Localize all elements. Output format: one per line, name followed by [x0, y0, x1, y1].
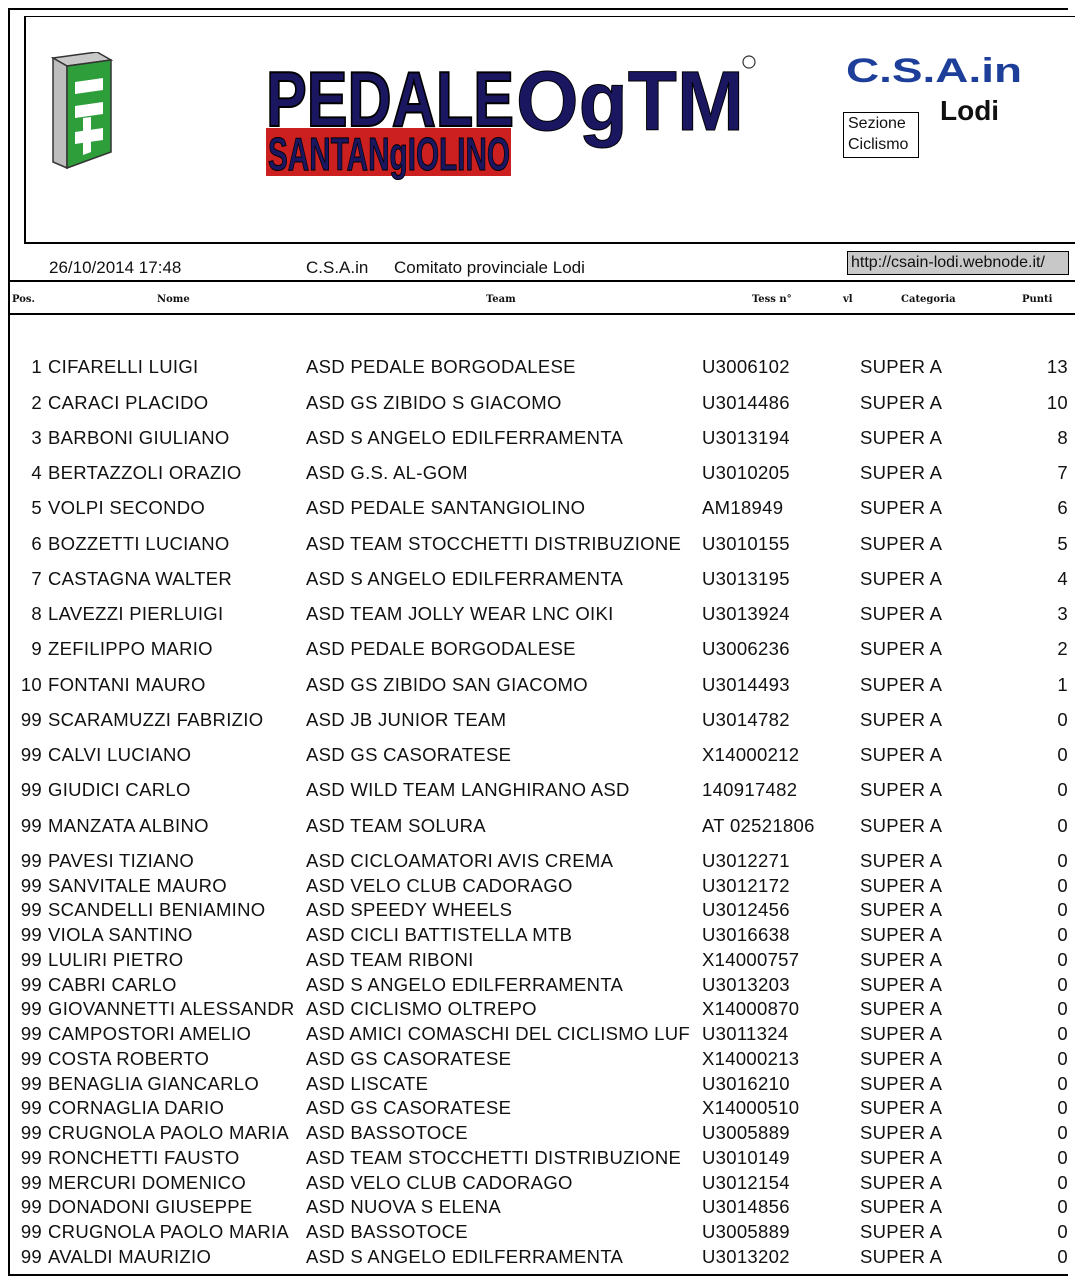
- table-row: [0, 744, 1075, 768]
- row-name: VOLPI SECONDO: [48, 497, 206, 518]
- row-tessera: U3012154: [702, 1172, 790, 1193]
- row-punti: 0: [1057, 949, 1068, 970]
- table-row: [0, 1048, 1075, 1072]
- row-position: 4: [31, 462, 42, 483]
- logo-csain-word: C.S.A.in: [846, 52, 1022, 90]
- row-team: ASD PEDALE SANTANGIOLINO: [306, 497, 586, 518]
- row-position: 99: [20, 1196, 42, 1217]
- row-punti: 0: [1057, 709, 1068, 730]
- row-categoria: SUPER A: [860, 497, 943, 518]
- row-punti: 4: [1057, 568, 1068, 589]
- row-position: 99: [20, 709, 42, 730]
- row-tessera: U3014493: [702, 674, 790, 695]
- logo-santangiolino-word: SANTANgIOLINO: [268, 128, 510, 180]
- row-position: 10: [20, 674, 42, 695]
- row-team: ASD JB JUNIOR TEAM: [306, 709, 507, 730]
- row-categoria: SUPER A: [860, 1196, 943, 1217]
- row-categoria: SUPER A: [860, 603, 943, 624]
- row-categoria: SUPER A: [860, 356, 943, 377]
- col-punti: Punti: [1022, 294, 1053, 305]
- table-row: [0, 998, 1075, 1022]
- table-row: [0, 974, 1075, 998]
- row-team: ASD TEAM SOLURA: [306, 815, 486, 836]
- row-position: 8: [31, 603, 42, 624]
- col-nome: Nome: [157, 294, 190, 305]
- col-team: Team: [486, 294, 516, 305]
- row-name: PAVESI TIZIANO: [48, 850, 195, 871]
- table-row: [0, 1073, 1075, 1097]
- row-categoria: SUPER A: [860, 1097, 943, 1118]
- row-punti: 0: [1057, 850, 1068, 871]
- row-categoria: SUPER A: [860, 1048, 943, 1069]
- pedale-santangiolino-logo: [266, 50, 766, 182]
- row-punti: 5: [1057, 533, 1068, 554]
- row-position: 99: [20, 949, 42, 970]
- row-punti: 0: [1057, 1246, 1068, 1267]
- row-punti: 0: [1057, 744, 1068, 765]
- row-punti: 13: [1046, 356, 1068, 377]
- row-tessera: U3012456: [702, 899, 790, 920]
- row-team: ASD VELO CLUB CADORAGO: [306, 1172, 573, 1193]
- table-row: [0, 427, 1075, 451]
- row-name: CALVI LUCIANO: [48, 744, 192, 765]
- row-team: ASD GS ZIBIDO SAN GIACOMO: [306, 674, 588, 695]
- row-team: ASD VELO CLUB CADORAGO: [306, 875, 573, 896]
- table-row: [0, 533, 1075, 557]
- row-categoria: SUPER A: [860, 1246, 943, 1267]
- row-tessera: X14000510: [702, 1097, 800, 1118]
- row-punti: 0: [1057, 779, 1068, 800]
- table-row: [0, 497, 1075, 521]
- row-name: FONTANI MAURO: [48, 674, 206, 695]
- row-categoria: SUPER A: [860, 744, 943, 765]
- row-name: LAVEZZI PIERLUIGI: [48, 603, 224, 624]
- row-punti: 0: [1057, 924, 1068, 945]
- row-tessera: X14000870: [702, 998, 800, 1019]
- row-tessera: U3016638: [702, 924, 790, 945]
- organization-name: C.S.A.in: [306, 258, 369, 277]
- row-name: BOZZETTI LUCIANO: [48, 533, 230, 554]
- row-team: ASD TEAM STOCCHETTI DISTRIBUZIONE: [306, 533, 682, 554]
- row-team: ASD GS CASORATESE: [306, 744, 512, 765]
- row-team: ASD AMICI COMASCHI DEL CICLISMO LUF: [306, 1023, 690, 1044]
- row-team: ASD BASSOTOCE: [306, 1122, 468, 1143]
- row-punti: 7: [1057, 462, 1068, 483]
- row-position: 99: [20, 1246, 42, 1267]
- row-position: 1: [31, 356, 42, 377]
- row-punti: 0: [1057, 815, 1068, 836]
- row-team: ASD CICLISMO OLTREPO: [306, 998, 537, 1019]
- row-categoria: SUPER A: [860, 924, 943, 945]
- row-tessera: U3010149: [702, 1147, 790, 1168]
- table-row: [0, 924, 1075, 948]
- row-punti: 0: [1057, 998, 1068, 1019]
- ciclismo-label: Ciclismo: [848, 136, 909, 153]
- col-categoria: Categoria: [901, 294, 956, 305]
- row-categoria: SUPER A: [860, 875, 943, 896]
- row-categoria: SUPER A: [860, 1147, 943, 1168]
- table-row: [0, 899, 1075, 923]
- row-tessera: AT 02521806: [702, 815, 815, 836]
- row-team: ASD LISCATE: [306, 1073, 429, 1094]
- table-row: [0, 850, 1075, 874]
- row-tessera: U3011324: [702, 1023, 789, 1044]
- row-team: ASD S ANGELO EDILFERRAMENTA: [306, 974, 624, 995]
- row-tessera: U3013203: [702, 974, 790, 995]
- row-punti: 0: [1057, 1048, 1068, 1069]
- row-position: 99: [20, 974, 42, 995]
- row-team: ASD BASSOTOCE: [306, 1221, 468, 1242]
- row-categoria: SUPER A: [860, 850, 943, 871]
- row-categoria: SUPER A: [860, 392, 943, 413]
- row-name: CRUGNOLA PAOLO MARIA: [48, 1221, 290, 1242]
- row-name: CRUGNOLA PAOLO MARIA: [48, 1122, 290, 1143]
- row-team: ASD NUOVA S ELENA: [306, 1196, 501, 1217]
- table-row: [0, 356, 1075, 380]
- row-punti: 0: [1057, 974, 1068, 995]
- row-punti: 3: [1057, 603, 1068, 624]
- row-name: MANZATA ALBINO: [48, 815, 209, 836]
- row-categoria: SUPER A: [860, 998, 943, 1019]
- row-categoria: SUPER A: [860, 815, 943, 836]
- row-team: ASD GS CASORATESE: [306, 1048, 512, 1069]
- row-tessera: U3012271: [702, 850, 790, 871]
- row-team: ASD PEDALE BORGODALESE: [306, 356, 576, 377]
- row-tessera: U3005889: [702, 1122, 790, 1143]
- row-tessera: U3014856: [702, 1196, 790, 1217]
- row-name: CASTAGNA WALTER: [48, 568, 233, 589]
- header-divider: [8, 280, 1075, 282]
- row-position: 99: [20, 1221, 42, 1242]
- federation-logo-icon: [45, 52, 115, 172]
- row-categoria: SUPER A: [860, 1023, 943, 1044]
- row-position: 99: [20, 1073, 42, 1094]
- row-team: ASD CICLI BATTISTELLA MTB: [306, 924, 573, 945]
- row-categoria: SUPER A: [860, 638, 943, 659]
- row-team: ASD S ANGELO EDILFERRAMENTA: [306, 427, 624, 448]
- row-tessera: U3013924: [702, 603, 790, 624]
- row-team: ASD TEAM RIBONI: [306, 949, 474, 970]
- row-team: ASD G.S. AL-GOM: [306, 462, 468, 483]
- row-name: BENAGLIA GIANCARLO: [48, 1073, 260, 1094]
- table-row: [0, 1122, 1075, 1146]
- table-row: [0, 709, 1075, 733]
- col-pos: Pos.: [12, 294, 36, 305]
- table-row: [0, 1172, 1075, 1196]
- table-row: [0, 1196, 1075, 1220]
- sezione-ciclismo-box: [843, 112, 919, 158]
- row-categoria: SUPER A: [860, 427, 943, 448]
- row-categoria: SUPER A: [860, 568, 943, 589]
- row-punti: 0: [1057, 1221, 1068, 1242]
- row-tessera: U3013202: [702, 1246, 790, 1267]
- logo-pedale-word: PEDALE: [266, 55, 514, 143]
- report-timestamp: 26/10/2014 17:48: [49, 258, 182, 277]
- table-row: [0, 392, 1075, 416]
- row-team: ASD WILD TEAM LANGHIRANO ASD: [306, 779, 630, 800]
- table-row: [0, 462, 1075, 486]
- row-categoria: SUPER A: [860, 1221, 943, 1242]
- logo-lodi-word: Lodi: [940, 95, 1000, 124]
- table-row: [0, 638, 1075, 662]
- row-name: CIFARELLI LUIGI: [48, 356, 199, 377]
- row-name: SCARAMUZZI FABRIZIO: [48, 709, 264, 730]
- row-tessera: U3013195: [702, 568, 790, 589]
- row-position: 99: [20, 1172, 42, 1193]
- row-punti: 0: [1057, 1172, 1068, 1193]
- website-url[interactable]: http://csain-lodi.webnode.it/: [847, 251, 1069, 275]
- row-tessera: U3012172: [702, 875, 790, 896]
- row-name: GIUDICI CARLO: [48, 779, 191, 800]
- table-row: [0, 1147, 1075, 1171]
- row-punti: 6: [1057, 497, 1068, 518]
- sezione-label: Sezione: [848, 115, 906, 132]
- row-position: 99: [20, 875, 42, 896]
- row-name: BERTAZZOLI ORAZIO: [48, 462, 242, 483]
- table-row: [0, 1246, 1075, 1270]
- row-punti: 10: [1046, 392, 1068, 413]
- row-tessera: U3014486: [702, 392, 790, 413]
- row-position: 2: [31, 392, 42, 413]
- row-name: SCANDELLI BENIAMINO: [48, 899, 266, 920]
- row-name: CAMPOSTORI AMELIO: [48, 1023, 252, 1044]
- row-categoria: SUPER A: [860, 899, 943, 920]
- row-tessera: U3016210: [702, 1073, 790, 1094]
- row-name: AVALDI MAURIZIO: [48, 1246, 212, 1267]
- row-name: ZEFILIPPO MARIO: [48, 638, 213, 659]
- row-position: 9: [31, 638, 42, 659]
- row-categoria: SUPER A: [860, 533, 943, 554]
- row-name: CABRI CARLO: [48, 974, 177, 995]
- row-categoria: SUPER A: [860, 674, 943, 695]
- row-categoria: SUPER A: [860, 709, 943, 730]
- row-team: ASD TEAM JOLLY WEAR LNC OIKI: [306, 603, 614, 624]
- row-punti: 1: [1057, 674, 1068, 695]
- row-position: 99: [20, 1097, 42, 1118]
- row-punti: 0: [1057, 1122, 1068, 1143]
- row-categoria: SUPER A: [860, 1122, 943, 1143]
- row-tessera: U3010155: [702, 533, 790, 554]
- table-row: [0, 779, 1075, 803]
- row-team: ASD SPEEDY WHEELS: [306, 899, 513, 920]
- table-row: [0, 674, 1075, 698]
- table-row: [0, 875, 1075, 899]
- row-team: ASD TEAM STOCCHETTI DISTRIBUZIONE: [306, 1147, 682, 1168]
- row-position: 99: [20, 1048, 42, 1069]
- row-position: 3: [31, 427, 42, 448]
- row-name: LULIRI PIETRO: [48, 949, 184, 970]
- committee-name: Comitato provinciale Lodi: [394, 258, 585, 277]
- row-name: CARACI PLACIDO: [48, 392, 209, 413]
- row-name: COSTA ROBERTO: [48, 1048, 210, 1069]
- row-name: VIOLA SANTINO: [48, 924, 193, 945]
- table-row: [0, 603, 1075, 627]
- row-tessera: AM18949: [702, 497, 784, 518]
- table-row: [0, 949, 1075, 973]
- row-position: 99: [20, 924, 42, 945]
- row-categoria: SUPER A: [860, 949, 943, 970]
- row-categoria: SUPER A: [860, 462, 943, 483]
- row-punti: 2: [1057, 638, 1068, 659]
- row-categoria: SUPER A: [860, 779, 943, 800]
- table-row: [0, 1023, 1075, 1047]
- row-name: MERCURI DOMENICO: [48, 1172, 247, 1193]
- table-row: [0, 815, 1075, 839]
- row-position: 5: [31, 497, 42, 518]
- row-position: 99: [20, 1023, 42, 1044]
- row-position: 99: [20, 815, 42, 836]
- row-position: 99: [20, 779, 42, 800]
- row-team: ASD GS ZIBIDO S GIACOMO: [306, 392, 562, 413]
- row-tessera: 140917482: [702, 779, 798, 800]
- row-punti: 0: [1057, 875, 1068, 896]
- row-name: BARBONI GIULIANO: [48, 427, 230, 448]
- row-tessera: U3014782: [702, 709, 790, 730]
- table-header-divider: [8, 313, 1075, 315]
- row-tessera: U3013194: [702, 427, 790, 448]
- row-team: ASD CICLOAMATORI AVIS CREMA: [306, 850, 614, 871]
- row-team: ASD S ANGELO EDILFERRAMENTA: [306, 568, 624, 589]
- row-tessera: X14000213: [702, 1048, 800, 1069]
- row-team: ASD GS CASORATESE: [306, 1097, 512, 1118]
- table-row: [0, 568, 1075, 592]
- row-name: GIOVANNETTI ALESSANDR: [48, 998, 295, 1019]
- row-team: ASD S ANGELO EDILFERRAMENTA: [306, 1246, 624, 1267]
- row-tessera: U3010205: [702, 462, 790, 483]
- row-position: 99: [20, 1147, 42, 1168]
- row-tessera: U3006236: [702, 638, 790, 659]
- col-extra: vl: [843, 294, 853, 305]
- row-tessera: X14000757: [702, 949, 800, 970]
- table-row: [0, 1097, 1075, 1121]
- row-name: DONADONI GIUSEPPE: [48, 1196, 253, 1217]
- row-categoria: SUPER A: [860, 1172, 943, 1193]
- row-tessera: U3005889: [702, 1221, 790, 1242]
- row-punti: 8: [1057, 427, 1068, 448]
- row-position: 99: [20, 899, 42, 920]
- registered-mark-icon: [743, 56, 755, 68]
- row-punti: 0: [1057, 1023, 1068, 1044]
- row-tessera: X14000212: [702, 744, 800, 765]
- row-punti: 0: [1057, 899, 1068, 920]
- row-team: ASD PEDALE BORGODALESE: [306, 638, 576, 659]
- row-tessera: U3006102: [702, 356, 790, 377]
- row-position: 99: [20, 850, 42, 871]
- row-punti: 0: [1057, 1196, 1068, 1217]
- row-position: 99: [20, 1122, 42, 1143]
- table-row: [0, 1221, 1075, 1245]
- col-tess: Tess n°: [752, 294, 792, 305]
- logo-ogtm-word: OgTM: [516, 54, 744, 148]
- row-punti: 0: [1057, 1073, 1068, 1094]
- row-name: SANVITALE MAURO: [48, 875, 227, 896]
- row-name: CORNAGLIA DARIO: [48, 1097, 225, 1118]
- row-categoria: SUPER A: [860, 974, 943, 995]
- row-position: 99: [20, 998, 42, 1019]
- row-position: 99: [20, 744, 42, 765]
- row-position: 7: [31, 568, 42, 589]
- row-name: RONCHETTI FAUSTO: [48, 1147, 240, 1168]
- row-punti: 0: [1057, 1097, 1068, 1118]
- row-categoria: SUPER A: [860, 1073, 943, 1094]
- row-position: 6: [31, 533, 42, 554]
- row-punti: 0: [1057, 1147, 1068, 1168]
